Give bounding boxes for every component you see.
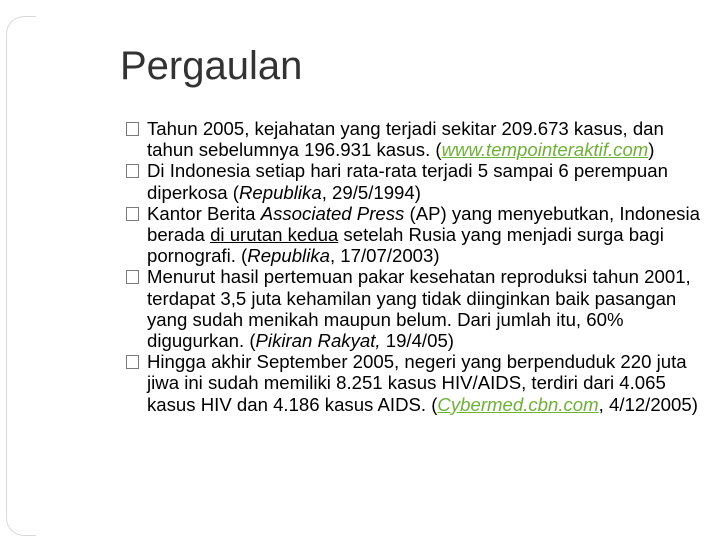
box-bullet-icon [126,207,139,221]
italic-source-text: Republika [247,245,330,267]
box-bullet-icon [126,355,139,369]
bullet-item [126,118,702,160]
bullet-item [126,351,702,415]
slide-frame-decoration [6,16,36,536]
bullet-text: ) [648,139,655,161]
box-bullet-icon [126,122,139,136]
bullet-text: , 17/07/2003) [329,245,440,267]
italic-source-text: Republika [238,181,322,203]
bullet-text: setelah Rusia yang menjadi surga bagi pornografi. ( [147,224,664,267]
bullet-text: Hingga akhir September 2005, negeri yang berpenduduk 220 juta jiwa ini sudah memiliki 8.251 kasus HIV/AIDS, terdiri dari 4.065 kasus HIV dan 4.186 kasus AIDS. ( [147,351,687,415]
bullet-text: Kantor Berita [147,202,261,224]
bullet-item [126,203,702,267]
source-link[interactable]: www.tempointeraktif.com [441,139,649,161]
bullet-text: 19/4/05) [380,330,454,352]
box-bullet-icon [126,164,139,178]
bullet-item [126,160,702,202]
italic-source-text: Associated Press [260,202,405,224]
bullet-text: Tahun 2005, kejahatan yang terjadi sekitar 209.673 kasus, dan tahun sebelumnya 196.931 kasus. ( [147,118,664,161]
box-bullet-icon [126,270,139,284]
bullet-text: (AP) yang menyebutkan, Indonesia berada [147,202,700,246]
bullet-list [126,118,702,415]
bullet-text: Menurut hasil pertemuan pakar kesehatan reproduksi tahun 2001, terdapat 3,5 juta kehamilan yang tidak diinginkan baik pasangan yang sudah menikah maupun belum. Dari jumlah itu, 60% digugurkan. ( [147,266,691,352]
source-link[interactable]: Cybermed.cbn.com [437,393,599,415]
bullet-item [126,266,702,351]
underlined-text: di urutan kedua [210,224,339,246]
italic-source-text: Pikiran Rakyat, [255,330,381,352]
bullet-text: Di Indonesia setiap hari rata-rata terjadi 5 sampai 6 perempuan diperkosa ( [147,160,668,203]
slide-title: Pergaulan [120,44,303,88]
bullet-text: , 4/12/2005) [598,393,698,415]
bullet-text: , 29/5/1994) [321,181,421,203]
